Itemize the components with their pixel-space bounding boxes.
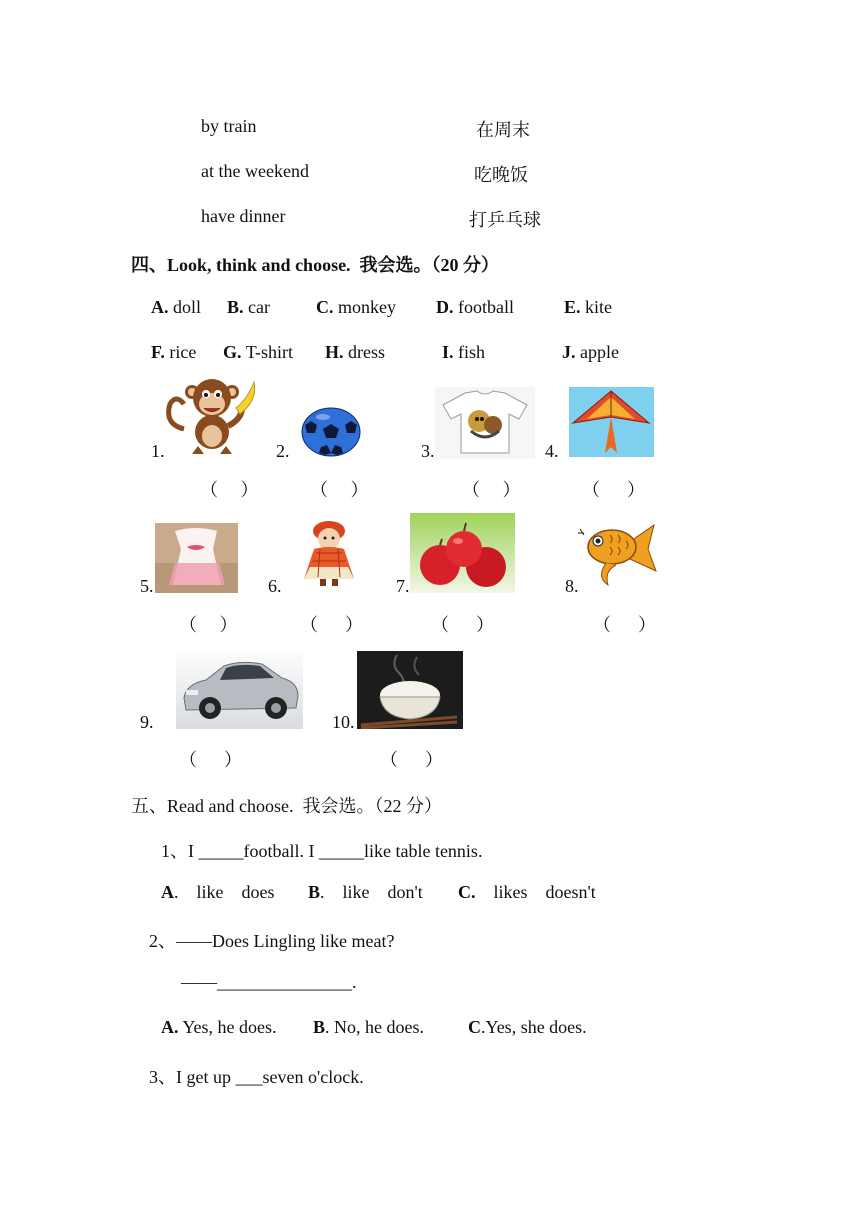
- tshirt-icon: [435, 387, 535, 459]
- option-i: I. fish: [442, 342, 486, 362]
- answer-blank-5[interactable]: （ ）: [179, 615, 238, 635]
- item-number-2: 2.: [276, 441, 290, 461]
- answer-blank-3[interactable]: （ ）: [462, 480, 521, 500]
- answer-blank-1[interactable]: （ ）: [200, 480, 259, 500]
- car-icon: [176, 646, 303, 729]
- item-number-1: 1.: [151, 441, 165, 461]
- item-number-9: 9.: [140, 712, 154, 732]
- question-2-stem: 2、——Does Lingling like meat?: [149, 931, 395, 951]
- item-number-4: 4.: [545, 441, 559, 461]
- answer-blank-4[interactable]: （ ）: [582, 480, 645, 500]
- answer-blank-7[interactable]: （ ）: [431, 615, 494, 635]
- option-h: H. dress: [325, 342, 386, 362]
- question-1-option-b: B. like don't: [308, 882, 423, 902]
- apple-icon: [410, 513, 515, 593]
- answer-blank-2[interactable]: （ ）: [310, 480, 369, 500]
- kite-icon: [569, 387, 654, 457]
- section5-title: 五、Read and choose. 我会选。（22 分）: [131, 796, 442, 816]
- question-3-stem: 3、I get up ___seven o'clock.: [149, 1067, 364, 1087]
- item-number-8: 8.: [565, 576, 579, 596]
- question-1-stem: 1、I _____football. I _____like table tennis.: [161, 841, 483, 861]
- question-2-option-c: C.Yes, she does.: [468, 1017, 587, 1037]
- section4-title: 四、Look, think and choose. 我会选。（20 分）: [131, 255, 500, 275]
- monkey-icon: [162, 374, 264, 458]
- match-en-1: by train: [201, 116, 257, 136]
- football-icon: [301, 407, 361, 457]
- option-c: C. monkey: [316, 297, 396, 317]
- match-zh-2: 吃晚饭: [474, 165, 528, 185]
- match-zh-3: 打乒乓球: [469, 210, 541, 230]
- doll-icon: [296, 519, 362, 589]
- match-zh-1: 在周末: [476, 120, 530, 140]
- item-number-6: 6.: [268, 576, 282, 596]
- option-d: D. football: [436, 297, 514, 317]
- fish-icon: [578, 519, 658, 591]
- match-en-3: have dinner: [201, 206, 286, 226]
- answer-blank-6[interactable]: （ ）: [300, 615, 363, 635]
- dress-icon: [155, 523, 238, 593]
- item-number-10: 10.: [332, 712, 355, 732]
- question-2-answer-line[interactable]: ——_______________.: [181, 972, 357, 992]
- question-2-option-b: B. No, he does.: [313, 1017, 424, 1037]
- item-number-5: 5.: [140, 576, 154, 596]
- rice-icon: [357, 651, 463, 729]
- option-e: E. kite: [564, 297, 613, 317]
- answer-blank-9[interactable]: （ ）: [179, 750, 242, 770]
- option-a: A. doll: [151, 297, 202, 317]
- question-1-option-a: A. like does: [161, 882, 275, 902]
- option-j: J. apple: [562, 342, 619, 362]
- item-number-3: 3.: [421, 441, 435, 461]
- question-2-option-a: A. Yes, he does.: [161, 1017, 277, 1037]
- item-number-7: 7.: [396, 576, 410, 596]
- option-g: G. T-shirt: [223, 342, 294, 362]
- question-1-option-c: C. likes doesn't: [458, 882, 596, 902]
- option-f: F. rice: [151, 342, 197, 362]
- option-b: B. car: [227, 297, 270, 317]
- answer-blank-8[interactable]: （ ）: [593, 615, 656, 635]
- match-en-2: at the weekend: [201, 161, 309, 181]
- answer-blank-10[interactable]: （ ）: [380, 750, 443, 770]
